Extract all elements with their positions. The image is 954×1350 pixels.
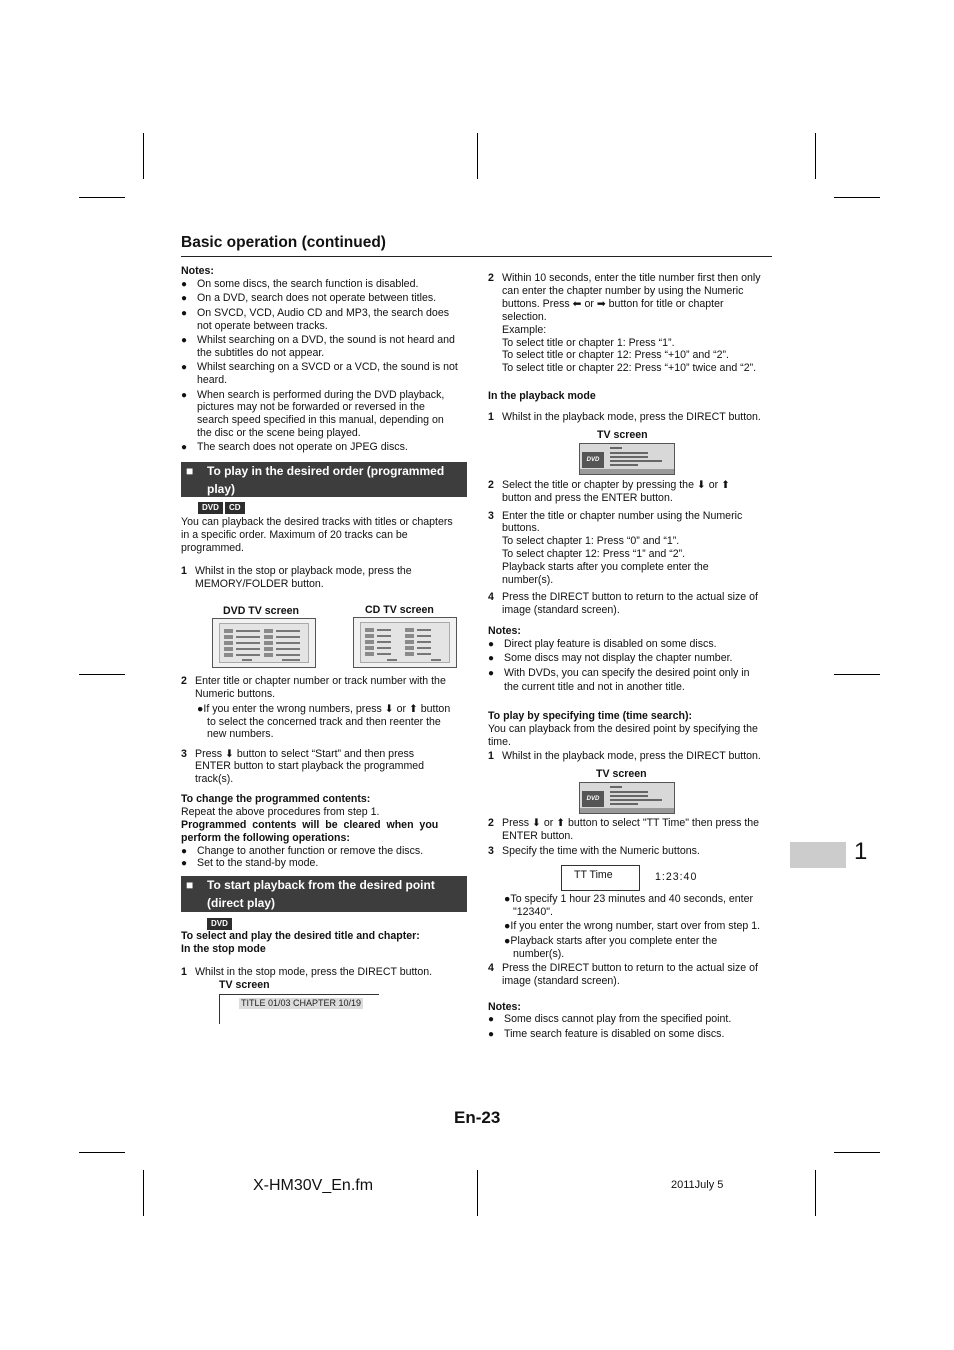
tv-screen-bracket [219, 994, 220, 1024]
crop-mark [79, 1152, 125, 1153]
tv-screen-bracket [219, 994, 379, 995]
right-step-2-cont: To select title or chapter 22: Press “+10” twice and “2”. [502, 362, 757, 374]
crop-mark [79, 197, 125, 198]
tv-screen-label: TV screen [219, 979, 270, 991]
dvd-info-screen [579, 782, 675, 814]
note-item-cont: the disc or the scene being played. [197, 427, 361, 439]
right-step-2-cont: selection. [502, 311, 547, 323]
right-step-2-cont: buttons. Press ⬅ or ➡ button for title or chapter [502, 298, 724, 310]
dvd-logo-icon: DVD [582, 452, 604, 468]
title-rule [181, 256, 772, 257]
cd-screen-label: CD TV screen [365, 604, 434, 616]
note-item-cont: heard. [197, 374, 228, 386]
cd-badge: CD [225, 502, 245, 514]
crop-mark [834, 1152, 880, 1153]
pb-step-3-cont: buttons. [502, 522, 540, 534]
section-bar-programmed-play: ■ To play in the desired order (programmed play) [181, 462, 467, 497]
tv-screen-label: TV screen [596, 768, 647, 780]
ts-step-4-cont: image (standard screen). [502, 975, 620, 987]
direct-sub: To select and play the desired title and chapter: [181, 930, 420, 942]
cleared-text: perform the following operations: [181, 832, 350, 844]
pb-step-2-cont: button and press the ENTER button. [502, 492, 673, 504]
pb-step-3-cont: To select chapter 12: Press “1” and “2”. [502, 548, 686, 560]
section-tab [790, 842, 846, 868]
right-step-2-cont: To select title or chapter 12: Press “+10” and “2”. [502, 349, 729, 361]
right-step-2-cont: Example: [502, 324, 547, 336]
dvd-badge: DVD [207, 918, 232, 930]
step-3-cont: track(s). [195, 773, 234, 785]
playback-mode-heading: In the playback mode [488, 390, 596, 402]
dvd-logo-icon: DVD [582, 791, 604, 807]
section-tab-number: 1 [854, 838, 868, 865]
ts-bullet-cont: number(s). [513, 948, 565, 960]
note-item-cont: the current title and not in another title. [504, 681, 685, 693]
crop-mark [477, 133, 478, 179]
square-bullet-icon: ■ [186, 878, 194, 892]
cd-program-screen [353, 617, 457, 668]
page-number: En-23 [454, 1108, 501, 1127]
notes-heading: Notes: [488, 1001, 521, 1013]
right-step-2-cont: can enter the chapter number by using the Numeric [502, 285, 744, 297]
step-2-cont: Numeric buttons. [195, 688, 276, 700]
dvd-screen-label: DVD TV screen [223, 605, 299, 617]
tv-screen-text: TITLE 01/03 CHAPTER 10/19 [241, 998, 362, 1008]
ts-bullet: ●To specify 1 hour 23 minutes and 40 seconds, enter [504, 893, 754, 905]
crop-mark [815, 133, 816, 179]
cleared-text: Programmed contents will be cleared when you [181, 819, 439, 831]
pb-step-3-cont: To select chapter 1: Press “0” and “1”. [502, 535, 680, 547]
crop-mark [143, 1170, 144, 1216]
prog-intro: programmed. [181, 542, 244, 554]
note-item-cont: not operate between tracks. [197, 320, 328, 332]
time-search-heading: To play by specifying time (time search): [488, 710, 693, 722]
section-bar-direct-play: ■ To start playback from the desired point (direct play) [181, 876, 467, 912]
pb-step-3-cont: Playback starts after you complete enter the [502, 561, 709, 573]
dvd-badge: DVD [198, 502, 223, 514]
crop-mark [79, 674, 125, 675]
ts-bullet-cont: "12340". [513, 906, 553, 918]
change-heading: To change the programmed contents: [181, 793, 371, 805]
tt-time-label: TT Time [574, 869, 613, 881]
change-text: Repeat the above procedures from step 1. [181, 806, 380, 818]
ts-bullet: ●Playback starts after you complete enter the [504, 935, 718, 947]
direct-sub: In the stop mode [181, 943, 266, 955]
dvd-info-screen [579, 443, 675, 475]
pb-step-4-cont: image (standard screen). [502, 604, 620, 616]
prog-intro: in a specific order. Maximum of 20 tracks can be [181, 529, 408, 541]
time-search-intro: You can playback from the desired point by specifying the [488, 723, 758, 735]
step-3-cont: ENTER button to start playback the programmed [195, 760, 425, 772]
note-item-cont: the subtitles do not appear. [197, 347, 325, 359]
dvd-program-screen [212, 618, 316, 668]
tt-time-value: 1:23:40 [655, 871, 698, 883]
crop-mark [143, 133, 144, 179]
pb-step-3-cont: number(s). [502, 574, 554, 586]
time-search-intro: time. [488, 736, 511, 748]
notes-heading: Notes: [181, 265, 214, 277]
notes-heading: Notes: [488, 625, 521, 637]
tv-screen-label: TV screen [597, 429, 648, 441]
ts-step-2-cont: ENTER button. [502, 830, 574, 842]
crop-mark [834, 674, 880, 675]
crop-mark [477, 1170, 478, 1216]
crop-mark [834, 197, 880, 198]
step-2-note: to select the concerned track and then reenter the [207, 716, 441, 728]
note-item-cont: search speed specified in this manual, depending on [197, 414, 444, 426]
square-bullet-icon: ■ [186, 464, 194, 478]
tt-time-box [561, 865, 640, 891]
note-item-cont: pictures may not be forwarded or reversed in the [197, 401, 425, 413]
footer-filename: X-HM30V_En.fm [253, 1177, 374, 1194]
right-step-2-cont: To select title or chapter 1: Press “1”. [502, 337, 675, 349]
step-2-note: new numbers. [207, 728, 274, 740]
footer-date: 2011July 5 [671, 1179, 724, 1191]
page-title: Basic operation (continued) [181, 234, 386, 251]
step-1-cont: MEMORY/FOLDER button. [195, 578, 324, 590]
prog-intro: You can playback the desired tracks with titles or chapters [181, 516, 453, 528]
crop-mark [815, 1170, 816, 1216]
ts-bullet: ●If you enter the wrong number, start over from step 1. [504, 920, 761, 932]
step-2-note: ●If you enter the wrong numbers, press ⬇ or ⬆ button [197, 703, 451, 715]
